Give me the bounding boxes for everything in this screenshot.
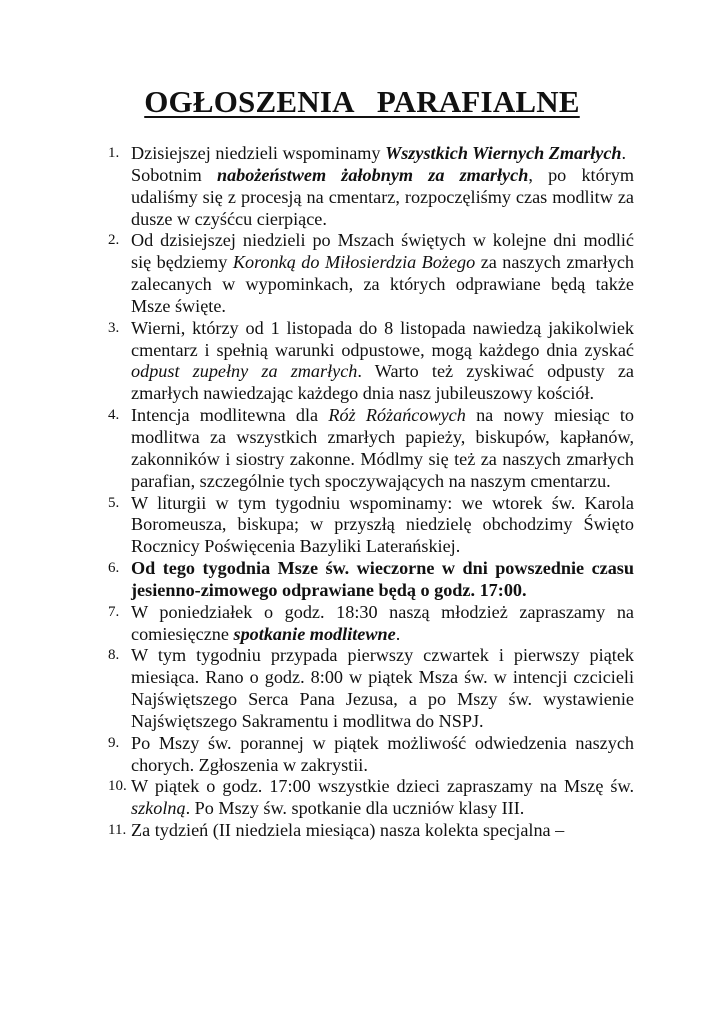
item-text: Za tydzień (II niedziela miesiąca) nasza kolekta specjalna – bbox=[131, 820, 565, 841]
item-emphasis: odpust zupełny za zmarłych bbox=[131, 361, 358, 382]
item-number: 8. bbox=[108, 647, 120, 664]
item-text: W tym tygodniu przypada pierwszy czwartek i pierwszy piątek miesiąca. Rano o godz. 8:00 w piątek Msza św. w intencji czcicieli Najświętszego Serca Pana Jezusa, a po Mszy św. wystawienie Najświętszego Sakramentu i modlitwa do NSPJ. bbox=[131, 645, 634, 731]
item-emphasis: Wszystkich Wiernych Zmarłych bbox=[385, 143, 622, 163]
item-text: Dzisiejszej niedzieli wspominamy bbox=[131, 143, 386, 163]
announcement-item-10 bbox=[108, 776, 634, 820]
announcement-item-11 bbox=[108, 820, 634, 842]
item-emphasis: nabożeństwem żałobnym za zmarłych bbox=[216, 164, 529, 185]
item-number: 5. bbox=[108, 494, 120, 511]
item-text: . bbox=[395, 623, 401, 644]
item-emphasis: szkolną bbox=[131, 798, 186, 819]
item-text: na nowy miesiąc to modlitwa za wszystkich zmarłych papieży, biskupów, kapłanów, zakonników i siostry zakonne. Módlmy się też za naszych zmarłych parafian, szczególnie tych spoczywających na naszym cmentarzu. bbox=[131, 405, 635, 491]
item-emphasis: Róż Różańcowych bbox=[328, 405, 466, 426]
item-text: Intencja modlitewna dla bbox=[131, 405, 329, 426]
item-text: Sobotnim bbox=[131, 164, 217, 185]
item-text: . Po Mszy św. spotkanie dla uczniów klasy III. bbox=[185, 798, 525, 819]
item-text: Po Mszy św. porannej w piątek możliwość odwiedzenia naszych chorych. Zgłoszenia w zakrystii. bbox=[131, 732, 634, 775]
item-text: W liturgii w tym tygodniu wspominamy: we wtorek św. Karola Boromeusza, biskupa; w przyszłą niedzielę obchodzimy Święto Rocznicy Poświęcenia Bazyliki Laterańskiej. bbox=[131, 492, 634, 557]
item-text-bold: Od tego tygodnia Msze św. wieczorne w dni powszednie czasu jesienno-zimowego odprawiane będą o godz. 17:00. bbox=[131, 558, 634, 600]
announcement-item-5 bbox=[108, 493, 634, 559]
announcement-item-8 bbox=[108, 645, 634, 732]
item-emphasis: spotkanie modlitewne bbox=[233, 623, 396, 644]
item-1-paragraph-2 bbox=[131, 165, 634, 231]
item-text: za naszych zmarłych zalecanych w wypominkach, za których odprawiane będą także Msze święte. bbox=[131, 252, 635, 316]
announcement-item-9 bbox=[108, 733, 634, 777]
item-number: 6. bbox=[108, 560, 120, 577]
announcement-item-7 bbox=[108, 602, 634, 646]
announcement-item-3 bbox=[108, 318, 634, 405]
item-number: 10. bbox=[108, 778, 127, 795]
item-text: . Warto też zyskiwać odpusty za zmarłych nawiedzając każdego dnia nasz jubileuszowy kościół. bbox=[131, 361, 634, 404]
item-text: , po którym udaliśmy się z procesją na cmentarz, rozpoczęliśmy czas modlitw za dusze w czyśćcu cierpiące. bbox=[131, 164, 634, 229]
item-text: W poniedziałek o godz. 18:30 naszą młodzież zapraszamy na comiesięczne bbox=[131, 601, 634, 644]
announcement-item-6 bbox=[108, 558, 634, 602]
page-title: OGŁOSZENIA PARAFIALNE bbox=[144, 84, 580, 119]
item-emphasis: Koronką do Miłosierdzia Bożego bbox=[232, 252, 476, 273]
item-number: 3. bbox=[108, 319, 120, 336]
announcements-list bbox=[108, 143, 634, 842]
item-number: 4. bbox=[108, 407, 120, 424]
item-text: W piątek o godz. 17:00 wszystkie dzieci zapraszamy na Mszę św. bbox=[131, 776, 634, 797]
announcement-item-1 bbox=[108, 143, 634, 230]
item-text: Wierni, którzy od 1 listopada do 8 listopada nawiedzą jakikolwiek cmentarz i spełnią warunki odpustowe, mogą każdego dnia zyskać bbox=[131, 317, 634, 360]
announcement-item-2 bbox=[108, 230, 634, 317]
item-1-paragraph-1 bbox=[131, 143, 634, 165]
item-number: 7. bbox=[108, 603, 120, 620]
item-text: Od dzisiejszej niedzieli po Mszach świętych w kolejne dni modlić się będziemy bbox=[131, 230, 634, 273]
item-text: . bbox=[621, 143, 627, 163]
item-number: 2. bbox=[108, 232, 120, 249]
item-number: 11. bbox=[108, 822, 127, 839]
announcement-item-4 bbox=[108, 405, 634, 492]
item-number: 1. bbox=[108, 145, 120, 161]
item-number: 9. bbox=[108, 734, 120, 751]
